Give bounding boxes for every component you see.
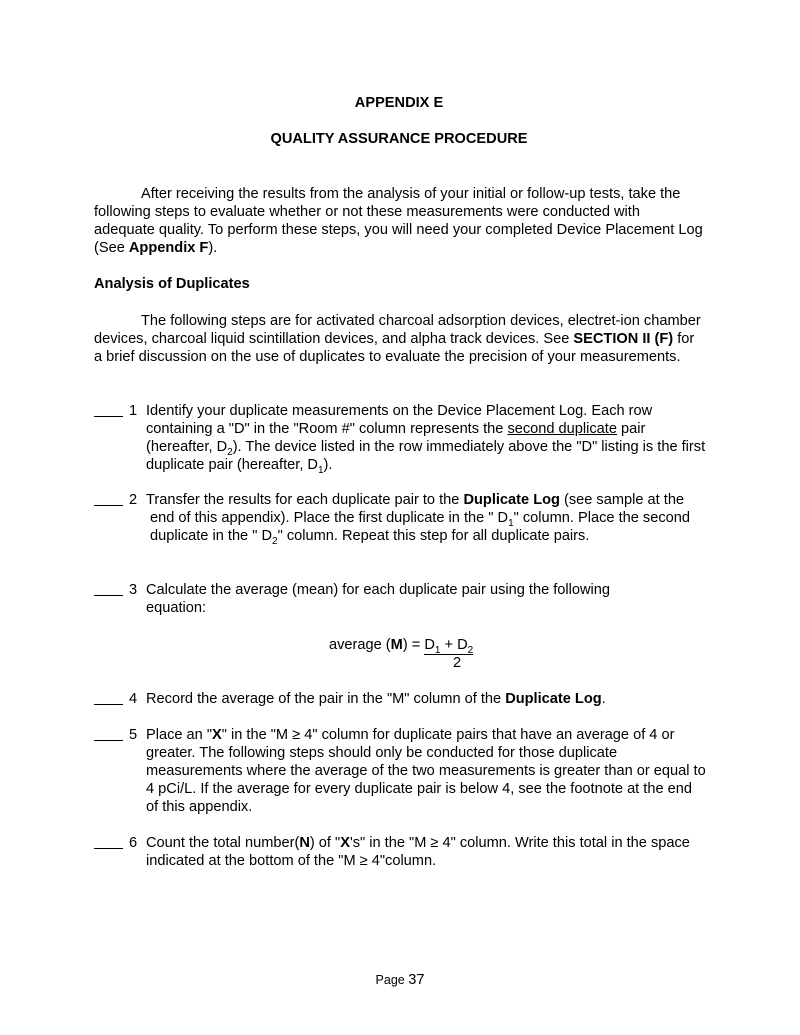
checkbox-blank-5[interactable] [94, 740, 123, 741]
checkbox-blank-4[interactable] [94, 704, 123, 705]
step-text: Identify your duplicate measurements on the Device Placement Log. Each row containing a "D" in the "Room #" column represents the second duplicate pair (hereafter, $D_2$). The device listed in the row immediately above the "D" listing is the first duplicate pair (hereafter, $D_1$). [146, 403, 706, 476]
checkbox-blank-3[interactable] [94, 595, 123, 596]
checkbox-blank-6[interactable] [94, 848, 123, 849]
duplicates-intro-paragraph: The following steps are for activated charcoal adsorption devices, electret-ion chamber devices, charcoal liquid scintillation devices, and alpha track devices. See SECTION II (F) for a brief discussion on the use of duplicates to evaluate the precision of your measurements. [94, 313, 701, 365]
step-number: 6 [129, 835, 138, 851]
step-2 [94, 491, 706, 545]
intro-paragraph: After receiving the results from the analysis of your initial or follow-up tests, take the following steps to evaluate whether or not these measurements were conducted with adequate quality. To perform these steps, you will need your completed Device Placement Log (See Appendix F). [94, 186, 703, 256]
step-number: 4 [129, 691, 138, 707]
page-footer [94, 972, 706, 988]
step-text: Count the total number(N) of "X's" in the "M ≥ 4" column. Write this total in the space indicated at the bottom of the "M ≥ 4"column. [146, 835, 690, 869]
step-text: Place an "X" in the "M ≥ 4" column for duplicate pairs that have an average of 4 or greater. The following steps should only be conducted for those duplicate measurements where the average of the two measurements is greater than or equal to 4 pCi/L. If the average for every duplicate pair is below 4, see the footnote at the end of this appendix. [146, 727, 706, 815]
procedure-title: QUALITY ASSURANCE PROCEDURE [270, 131, 528, 147]
equation-denominator: 2 [453, 655, 462, 671]
step-text: Transfer the results for each duplicate pair to the Duplicate Log (see sample at the end of this appendix). Place the first duplicate in the " $D_1$" column. Place the second duplicate in the " $D_2$" column. Repeat this step for all duplicate pairs. [146, 492, 690, 547]
step-5 [94, 726, 706, 816]
step-number: 2 [129, 492, 138, 508]
step-1 [94, 402, 706, 474]
step-text: Calculate the average (mean) for each duplicate pair using the following equation: [146, 582, 611, 616]
step-4 [94, 690, 706, 708]
page-number: 37 [408, 972, 425, 988]
average-equation: average $(M) = D_1 + D_2$ 2 [329, 637, 474, 671]
step-6 [94, 834, 706, 870]
checkbox-blank-1[interactable] [94, 416, 123, 417]
step-number: 1 [129, 403, 138, 419]
appendix-title: APPENDIX E [354, 95, 444, 111]
step-number: 3 [129, 582, 138, 598]
page-label: Page [375, 973, 409, 987]
checkbox-blank-2[interactable] [94, 505, 123, 506]
step-3 [94, 581, 706, 617]
section-heading: Analysis of Duplicates [94, 276, 250, 292]
equation-numerator: $D_1 + D_2$ [424, 637, 474, 656]
step-text: Record the average of the pair in the "M" column of the Duplicate Log. [146, 691, 606, 707]
step-number: 5 [129, 727, 138, 743]
